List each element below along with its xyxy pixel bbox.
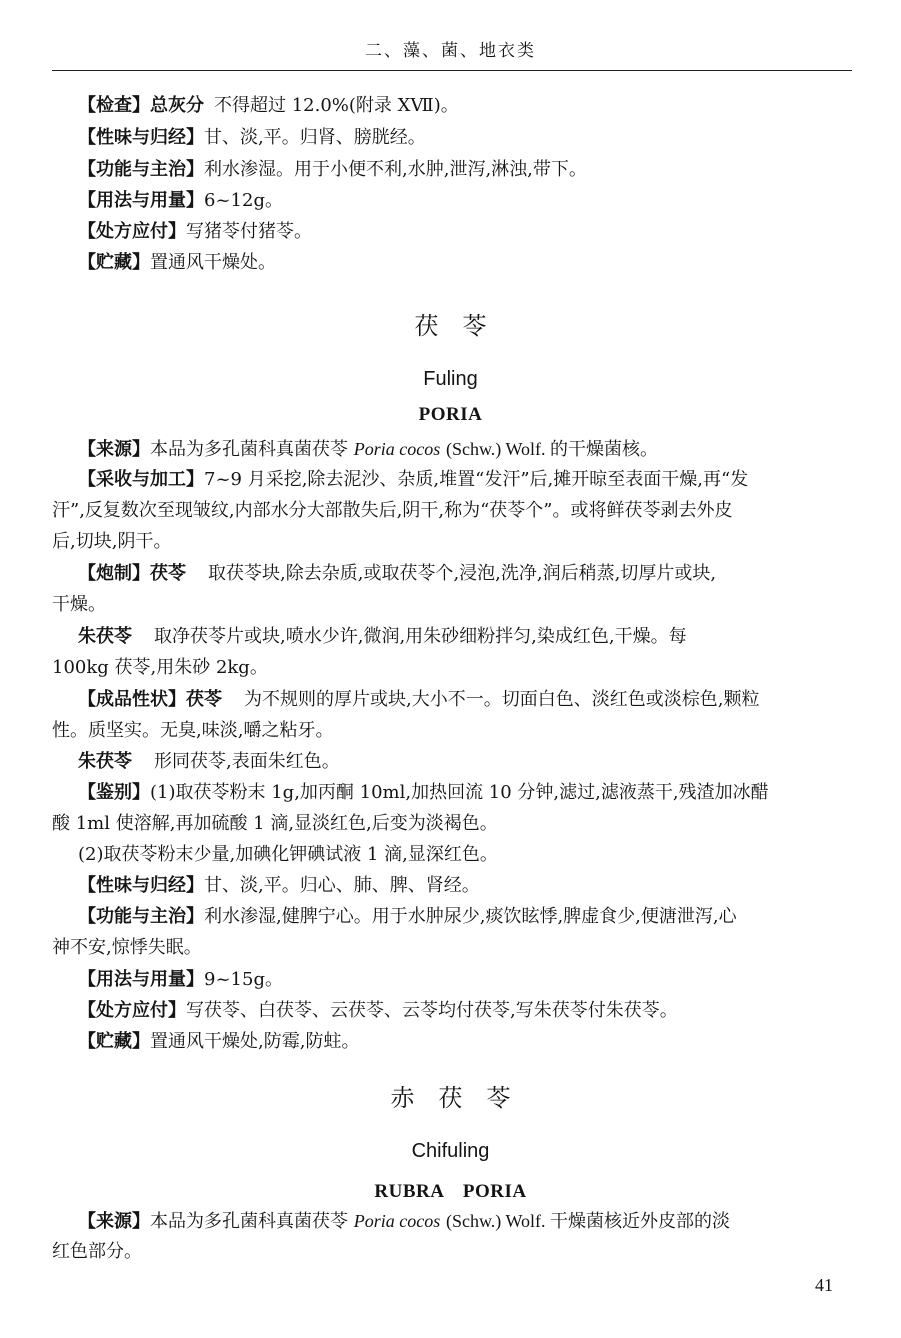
zhu-fuling-processing: 朱茯苓 取净茯苓片或块,喷水少许,微润,用朱砂细粉拌匀,染成红色,干燥。每 <box>78 626 687 647</box>
fuling-identification: 【鉴别】(1)取茯苓粉末 1g,加丙酮 10ml,加热回流 10 分钟,滤过,滤液蒸干,残渣加冰醋 <box>78 782 769 803</box>
entry-title-fuling: 茯 苓 <box>414 312 487 340</box>
page-number: 41 <box>815 1275 833 1295</box>
header-rule <box>52 70 852 71</box>
fuling-identification-line: 酸 1ml 使溶解,再加硫酸 1 滴,显淡红色,后变为淡褐色。 <box>52 813 498 834</box>
prev-storage: 【贮藏】置通风干燥处。 <box>78 252 276 273</box>
entry-latin-fuling: PORIA <box>418 404 483 425</box>
entry-title-chifuling: 赤 茯 苓 <box>390 1084 511 1112</box>
fuling-processing-line: 干燥。 <box>52 594 106 615</box>
chifuling-source: 【来源】本品为多孔菌科真菌茯苓 Poria cocos (Schw.) Wolf. 干燥菌核近外皮部的淡 <box>78 1211 730 1232</box>
fuling-harvest: 【采收与加工】7~9 月采挖,除去泥沙、杂质,堆置“发汗”后,摊开晾至表面干燥,再“发 <box>78 469 749 490</box>
fuling-product: 【成品性状】茯苓 为不规则的厚片或块,大小不一。切面白色、淡红色或淡棕色,颗粒 <box>78 689 760 710</box>
fuling-identification-item2: (2)取茯苓粉末少量,加碘化钾碘试液 1 滴,显深红色。 <box>78 844 498 865</box>
fuling-function-line: 神不安,惊悸失眠。 <box>52 937 202 958</box>
fuling-source: 【来源】本品为多孔菌科真菌茯苓 Poria cocos (Schw.) Wolf. 的干燥菌核。 <box>78 439 658 460</box>
zhu-fuling-processing-line: 100kg 茯苓,用朱砂 2kg。 <box>52 657 268 678</box>
prev-nature: 【性味与归经】甘、淡,平。归肾、膀胱经。 <box>78 127 426 148</box>
fuling-prescription: 【处方应付】写茯苓、白茯苓、云茯苓、云苓均付茯苓,写朱茯苓付朱茯苓。 <box>78 1000 678 1021</box>
chifuling-source-line: 红色部分。 <box>52 1241 142 1262</box>
entry-pinyin-chifuling: Chifuling <box>411 1140 490 1162</box>
entry-latin-chifuling: RUBRA PORIA <box>374 1181 527 1202</box>
entry-pinyin-fuling: Fuling <box>423 368 478 390</box>
fuling-storage: 【贮藏】置通风干燥处,防霉,防蛀。 <box>78 1031 360 1052</box>
prev-function: 【功能与主治】利水渗湿。用于小便不利,水肿,泄泻,淋浊,带下。 <box>78 159 587 180</box>
fuling-harvest-line: 后,切块,阴干。 <box>52 531 172 552</box>
fuling-product-line: 性。质坚实。无臭,味淡,嚼之粘牙。 <box>52 720 334 741</box>
prev-prescription: 【处方应付】写猪苓付猪苓。 <box>78 221 312 242</box>
fuling-processing: 【炮制】茯苓 取茯苓块,除去杂质,或取茯苓个,浸泡,洗净,润后稍蒸,切厚片或块, <box>78 563 717 584</box>
prev-inspection: 【检查】总灰分 不得超过 12.0%(附录 XⅦ)。 <box>78 95 459 116</box>
zhu-fuling-product: 朱茯苓 形同茯苓,表面朱红色。 <box>78 751 340 772</box>
fuling-nature: 【性味与归经】甘、淡,平。归心、肺、脾、肾经。 <box>78 875 480 896</box>
fuling-usage: 【用法与用量】9~15g。 <box>78 969 283 990</box>
running-head: 二、藻、菌、地衣类 <box>365 41 536 61</box>
fuling-harvest-line: 汗”,反复数次至现皱纹,内部水分大部散失后,阴干,称为“茯苓个”。或将鲜茯苓剥去外皮 <box>52 500 733 521</box>
prev-usage: 【用法与用量】6~12g。 <box>78 190 283 211</box>
fuling-function: 【功能与主治】利水渗湿,健脾宁心。用于水肿尿少,痰饮眩悸,脾虚食少,便溏泄泻,心 <box>78 906 737 927</box>
